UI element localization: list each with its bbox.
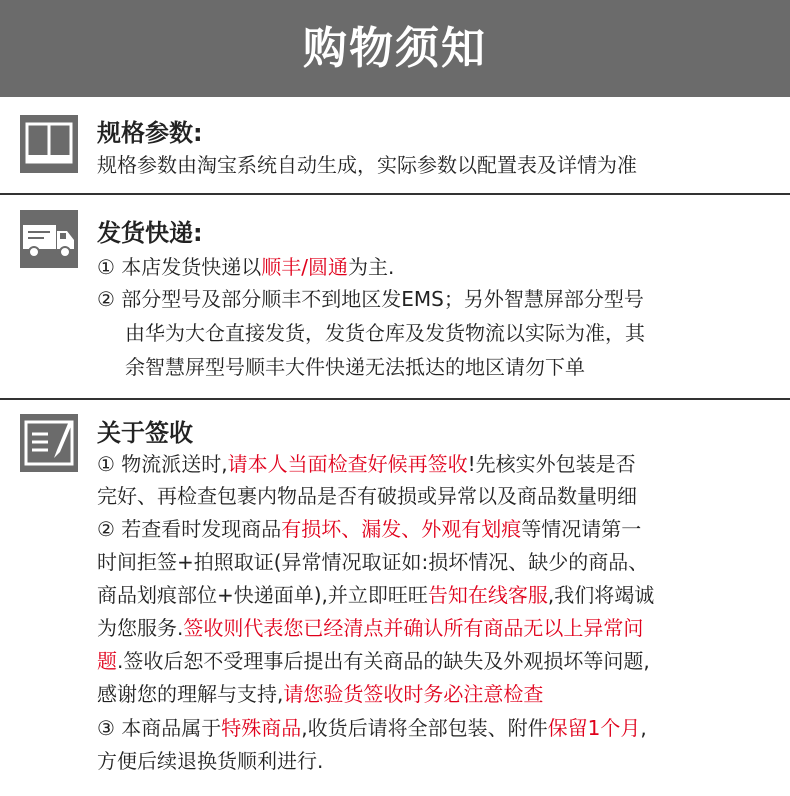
divider	[0, 193, 790, 195]
shipping-line-1: ① 本店发货快递以顺丰/圆通为主.	[97, 255, 395, 279]
spec-text: 规格参数由淘宝系统自动生成，实际参数以配置表及详情为准	[97, 153, 637, 177]
truck-icon	[20, 210, 78, 268]
receipt-line-5: 商品划痕部位+快递面单),并立即旺旺告知在线客服,我们将竭诚	[97, 583, 655, 607]
receipt-title: 关于签收	[97, 419, 193, 447]
spec-title: 规格参数:	[97, 119, 203, 147]
shipping-title: 发货快递:	[97, 219, 203, 247]
document-pen-icon	[20, 414, 78, 472]
receipt-line-9: ③ 本商品属于特殊商品,收货后请将全部包装、附件保留1个月,	[97, 716, 647, 740]
receipt-line-1: ① 物流派送时,请本人当面检查好候再签收!先核实外包装是否	[97, 452, 636, 476]
receipt-line-3: ② 若查看时发现商品有损坏、漏发、外观有划痕等情况请第一	[97, 517, 642, 541]
shipping-line-3: 由华为大仓直接发货，发货仓库及发货物流以实际为准，其	[125, 321, 645, 345]
receipt-line-4: 时间拒签+拍照取证(异常情况取证如:损坏情况、缺少的商品、	[97, 550, 649, 574]
shipping-line-4: 余智慧屏型号顺丰大件快递无法抵达的地区请勿下单	[125, 355, 585, 379]
window-icon	[20, 115, 78, 173]
receipt-line-6: 为您服务.签收则代表您已经清点并确认所有商品无以上异常问	[97, 616, 644, 640]
receipt-line-10: 方便后续退换货顺利进行.	[97, 749, 324, 773]
receipt-line-2: 完好、再检查包裹内物品是否有破损或异常以及商品数量明细	[97, 484, 637, 508]
receipt-line-7: 题.签收后恕不受理事后提出有关商品的缺失及外观损坏等问题,	[97, 649, 650, 673]
shipping-line-2: ② 部分型号及部分顺丰不到地区发EMS；另外智慧屏部分型号	[97, 287, 644, 311]
receipt-line-8: 感谢您的理解与支持,请您验货签收时务必注意检查	[97, 682, 544, 706]
header-banner	[0, 0, 790, 97]
page-title: 购物须知	[303, 23, 487, 74]
divider	[0, 398, 790, 400]
